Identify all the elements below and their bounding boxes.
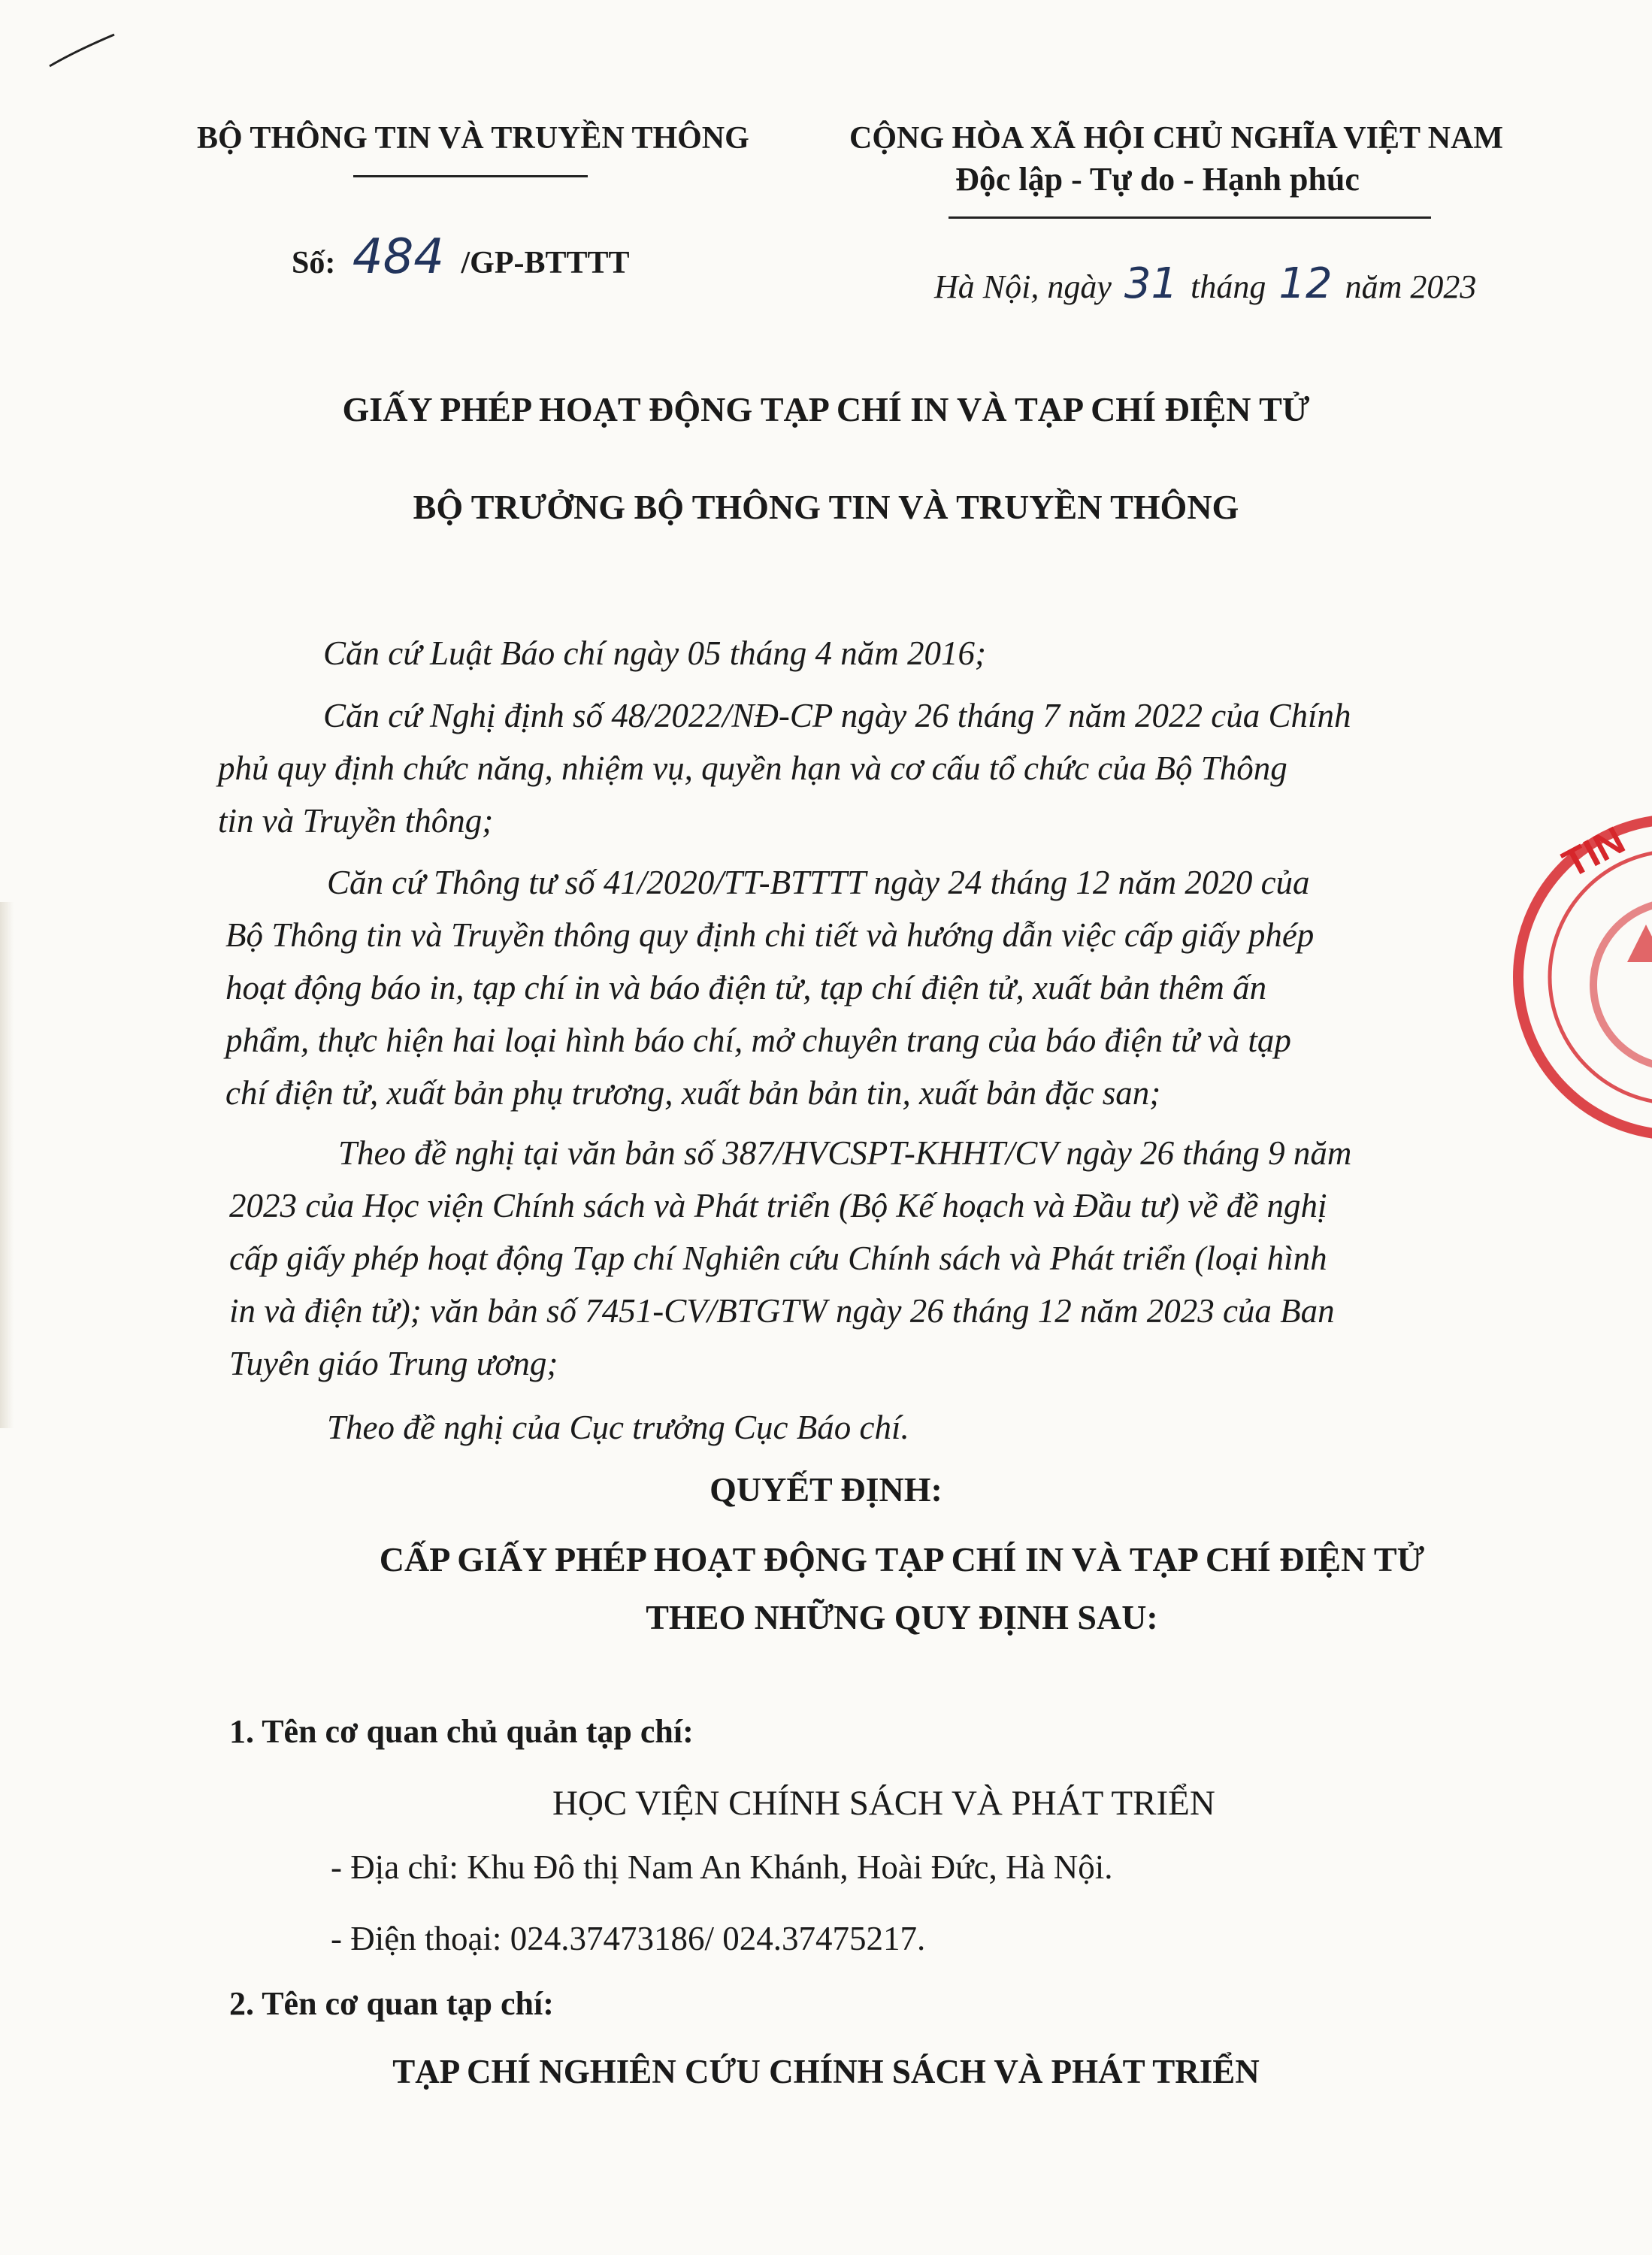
basis-line: phẩm, thực hiện hai loại hình báo chí, mở chuyên trang của báo điện tử và tạp (225, 1022, 1291, 1059)
date-month: 12 (1278, 259, 1333, 308)
date-month-label: tháng (1191, 268, 1266, 305)
number-label: Số: (292, 246, 336, 280)
basis-line: Căn cứ Thông tư số 41/2020/TT-BTTTT ngày 24 tháng 12 năm 2020 của (327, 864, 1310, 901)
country-name: CỘNG HÒA XÃ HỘI CHỦ NGHĨA VIỆT NAM (849, 121, 1504, 156)
svg-text:TIN: TIN (1556, 818, 1632, 887)
basis-line: chí điện tử, xuất bản phụ trương, xuất bản bản tin, xuất bản đặc san; (225, 1074, 1161, 1112)
document-number (292, 229, 630, 285)
ministry-underline (353, 175, 588, 177)
date-year: năm 2023 (1345, 268, 1477, 305)
number-suffix: /GP-BTTTT (461, 246, 630, 280)
governing-body-phone: - Điện thoại: 024.37473186/ 024.37475217. (331, 1920, 926, 1957)
decision-subheading-2: THEO NHỮNG QUY ĐỊNH SAU: (646, 1598, 1158, 1636)
national-motto: Độc lập - Tự do - Hạnh phúc (955, 161, 1360, 198)
section-2-label: 2. Tên cơ quan tạp chí: (229, 1985, 554, 2022)
basis-line: Căn cứ Luật Báo chí ngày 05 tháng 4 năm 2016; (323, 634, 986, 672)
basis-line: Theo đề nghị của Cục trưởng Cục Báo chí. (327, 1409, 909, 1446)
journal-name: TẠP CHÍ NGHIÊN CỨU CHÍNH SÁCH VÀ PHÁT TRIỂN (392, 2053, 1260, 2090)
ministry-name: BỘ THÔNG TIN VÀ TRUYỀN THÔNG (197, 121, 749, 156)
basis-line: cấp giấy phép hoạt động Tạp chí Nghiên cứu Chính sách và Phát triển (loại hình (229, 1239, 1327, 1277)
number-handwritten: 484 (352, 229, 445, 285)
decision-subheading-1: CẤP GIẤY PHÉP HOẠT ĐỘNG TẠP CHÍ IN VÀ TẠP CHÍ ĐIỆN TỬ (379, 1540, 1425, 1578)
basis-line: Theo đề nghị tại văn bản số 387/HVCSPT-KHHT/CV ngày 26 tháng 9 năm (338, 1134, 1352, 1172)
basis-line: Tuyên giáo Trung ương; (229, 1345, 558, 1382)
basis-line: hoạt động báo in, tạp chí in và báo điện tử, tạp chí điện tử, xuất bản thêm ấn (225, 969, 1267, 1006)
basis-line: tin và Truyền thông; (218, 802, 494, 840)
governing-body-address: - Địa chỉ: Khu Đô thị Nam An Khánh, Hoài Đức, Hà Nội. (331, 1848, 1113, 1886)
date-prefix: Hà Nội, ngày (934, 268, 1112, 305)
authority-title: BỘ TRƯỞNG BỘ THÔNG TIN VÀ TRUYỀN THÔNG (413, 488, 1239, 526)
motto-underline (949, 216, 1431, 219)
section-1-label: 1. Tên cơ quan chủ quản tạp chí: (229, 1713, 694, 1750)
basis-line: Căn cứ Nghị định số 48/2022/NĐ-CP ngày 26 tháng 7 năm 2022 của Chính (323, 697, 1351, 734)
document-date (934, 259, 1476, 308)
pen-mark (45, 30, 120, 75)
governing-body-name: HỌC VIỆN CHÍNH SÁCH VÀ PHÁT TRIỂN (552, 1784, 1215, 1823)
date-day: 31 (1124, 259, 1178, 308)
basis-line: in và điện tử); văn bản số 7451-CV/BTGTW ngày 26 tháng 12 năm 2023 của Ban (229, 1292, 1335, 1330)
scan-edge-shadow (0, 902, 14, 1428)
decision-heading: QUYẾT ĐỊNH: (710, 1470, 942, 1509)
basis-line: Bộ Thông tin và Truyền thông quy định chi tiết và hướng dẫn việc cấp giấy phép (225, 916, 1315, 954)
official-seal (1496, 812, 1652, 1143)
basis-line: phủ quy định chức năng, nhiệm vụ, quyền hạn và cơ cấu tổ chức của Bộ Thông (218, 749, 1287, 787)
license-title: GIẤY PHÉP HOẠT ĐỘNG TẠP CHÍ IN VÀ TẠP CHÍ ĐIỆN TỬ (342, 390, 1310, 428)
basis-line: 2023 của Học viện Chính sách và Phát triển (Bộ Kế hoạch và Đầu tư) về đề nghị (229, 1187, 1327, 1224)
